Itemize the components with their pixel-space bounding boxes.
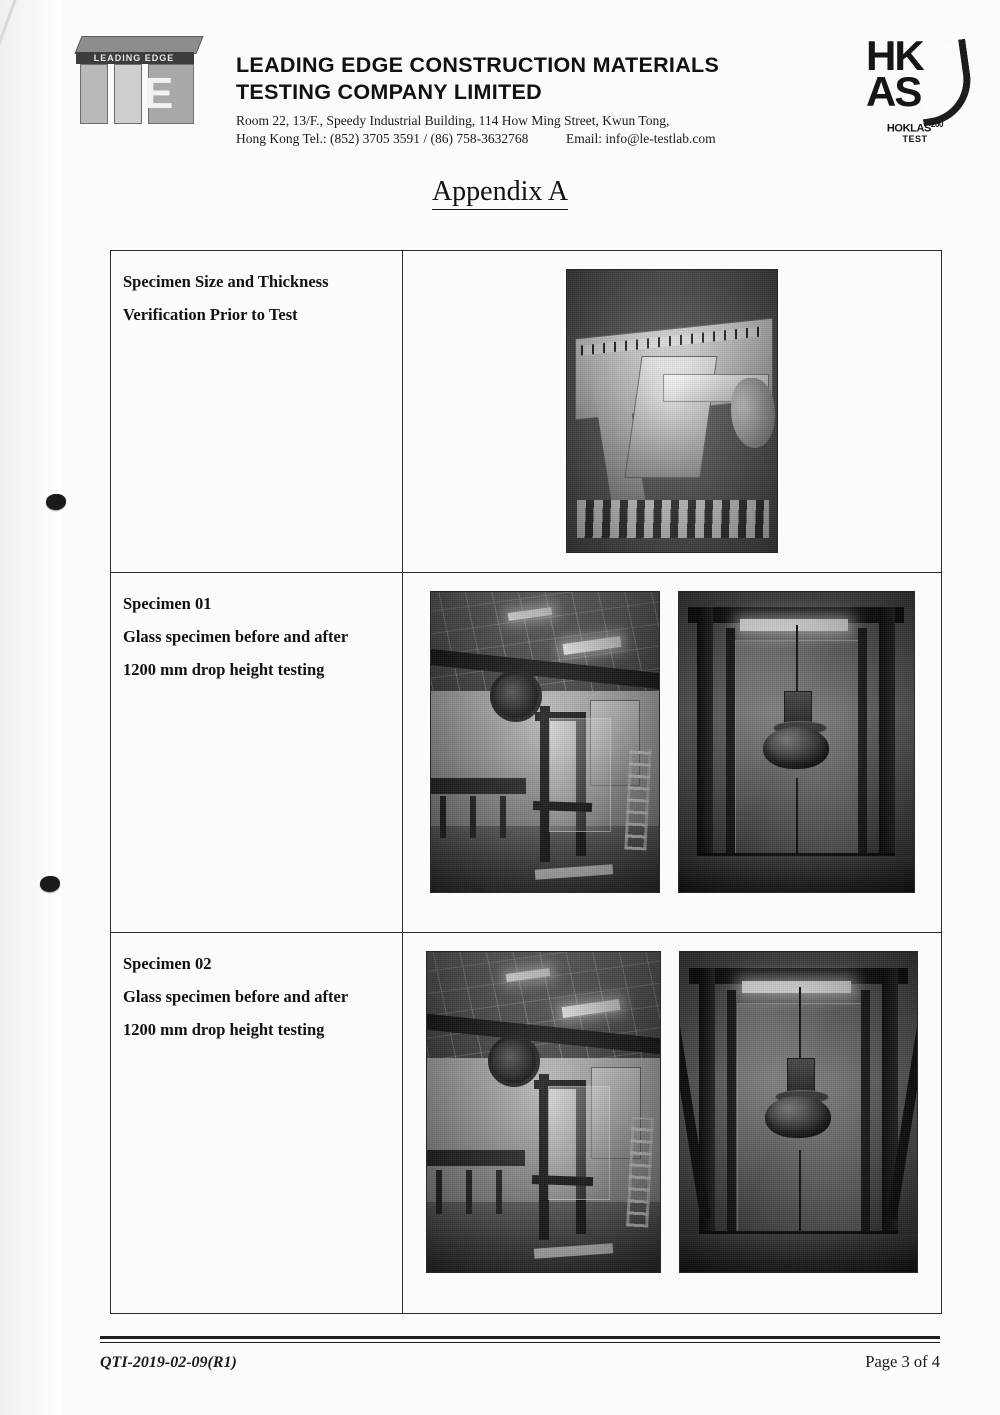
page-number: Page 3 of 4: [865, 1352, 940, 1371]
work-bench-legs: [436, 1170, 515, 1215]
table-row: [111, 251, 941, 573]
company-telephone: Hong Kong Tel.: (852) 3705 3591 / (86) 758-3632768: [236, 131, 529, 146]
hkas-mark-line-1: HK: [866, 32, 923, 79]
document-id: QTI-2019-02-09(R1): [100, 1354, 237, 1371]
caliper-measurement-photo: [566, 269, 778, 553]
hkas-body-label: [862, 120, 968, 135]
scan-left-edge-shadow: [0, 0, 62, 1415]
row-label-line: 1200 mm drop height testing: [123, 1020, 325, 1039]
hole-punch-mark-top: [46, 494, 66, 510]
page-title-text: Appendix A: [432, 176, 568, 210]
footer-rule-thick: [100, 1336, 940, 1339]
hkas-swoosh-icon: [913, 39, 977, 127]
table-row: [111, 573, 941, 933]
logo-letter-e: E: [144, 69, 174, 118]
row-label-line: Specimen 01: [123, 594, 212, 613]
hoklas-number: 200: [930, 120, 944, 129]
letterhead: [0, 0, 1000, 170]
rig-post-right: [879, 607, 895, 871]
rig-lamp: [742, 981, 851, 993]
row-media-cell-specimen-01: [403, 573, 941, 932]
specimen-01-before-photo: [430, 591, 660, 893]
rig-inner-post-right: [861, 990, 870, 1240]
footer-rule-thin: [100, 1342, 940, 1343]
appendix-photo-table: [110, 250, 942, 1314]
logo-pillar-left: [80, 64, 108, 124]
row-label-cell-specimen-size: [111, 251, 403, 572]
company-name-line-2: TESTING COMPANY LIMITED: [236, 80, 542, 104]
rig-inner-post-left: [727, 990, 736, 1240]
rig-floor: [680, 1234, 917, 1272]
footer-divider: [100, 1336, 940, 1343]
footer: [100, 1352, 940, 1372]
impactor-bag: [763, 727, 829, 769]
row-label-line: Specimen 02: [123, 954, 212, 973]
work-bench-legs: [440, 796, 518, 838]
work-bench: [427, 1150, 525, 1166]
logo-pillar-middle: [114, 64, 142, 124]
page-title: [0, 176, 1000, 208]
row-label-line: Verification Prior to Test: [123, 305, 298, 324]
company-contact-row: [236, 130, 826, 148]
hoklas-text: HOKLAS: [886, 122, 931, 135]
hkas-mark-line-2: AS: [866, 68, 921, 115]
row-label-line: Glass specimen before and after: [123, 987, 349, 1006]
specimen-stack: [577, 500, 769, 538]
specimen-01-after-photo: [678, 591, 915, 893]
work-bench: [431, 778, 527, 794]
company-email: Email: info@le-testlab.com: [566, 131, 716, 146]
rig-floor: [679, 856, 914, 892]
impactor-cable: [799, 987, 801, 1064]
logo-wordmark: LEADING EDGE: [93, 53, 175, 63]
row-label-cell-specimen-01: [111, 573, 403, 932]
hoist-wheel: [490, 670, 542, 722]
hoist-wheel: [488, 1035, 540, 1087]
row-label-line: 1200 mm drop height testing: [123, 660, 325, 679]
impactor-cable: [796, 625, 798, 697]
rig-post-left: [697, 607, 713, 871]
company-name-line-1: LEADING EDGE CONSTRUCTION MATERIALS: [236, 53, 720, 77]
table-row: [111, 933, 941, 1313]
specimen-02-before-photo: [426, 951, 661, 1273]
rig-inner-post-right: [858, 628, 867, 862]
operator-hand: [731, 378, 775, 448]
company-address: Room 22, 13/F., Speedy Industrial Building, 114 How Ming Street, Kwun Tong,: [236, 113, 670, 128]
hkas-accreditation-logo-icon: [862, 32, 968, 154]
rig-lamp: [740, 619, 848, 631]
impactor-weight: [787, 1058, 815, 1094]
row-media-cell-specimen-size: [403, 251, 941, 572]
glass-specimen: [549, 718, 611, 832]
row-label-line: Glass specimen before and after: [123, 627, 349, 646]
specimen-02-after-photo: [679, 951, 918, 1273]
company-logo-icon: [74, 30, 202, 126]
row-media-cell-specimen-02: [403, 933, 941, 1313]
rig-inner-post-left: [726, 628, 735, 862]
row-label-cell-specimen-02: [111, 933, 403, 1313]
hkas-scope-label: TEST: [902, 134, 928, 144]
impactor-bag: [765, 1096, 831, 1138]
row-label-line: Specimen Size and Thickness: [123, 272, 329, 291]
company-identity-block: [236, 52, 826, 148]
